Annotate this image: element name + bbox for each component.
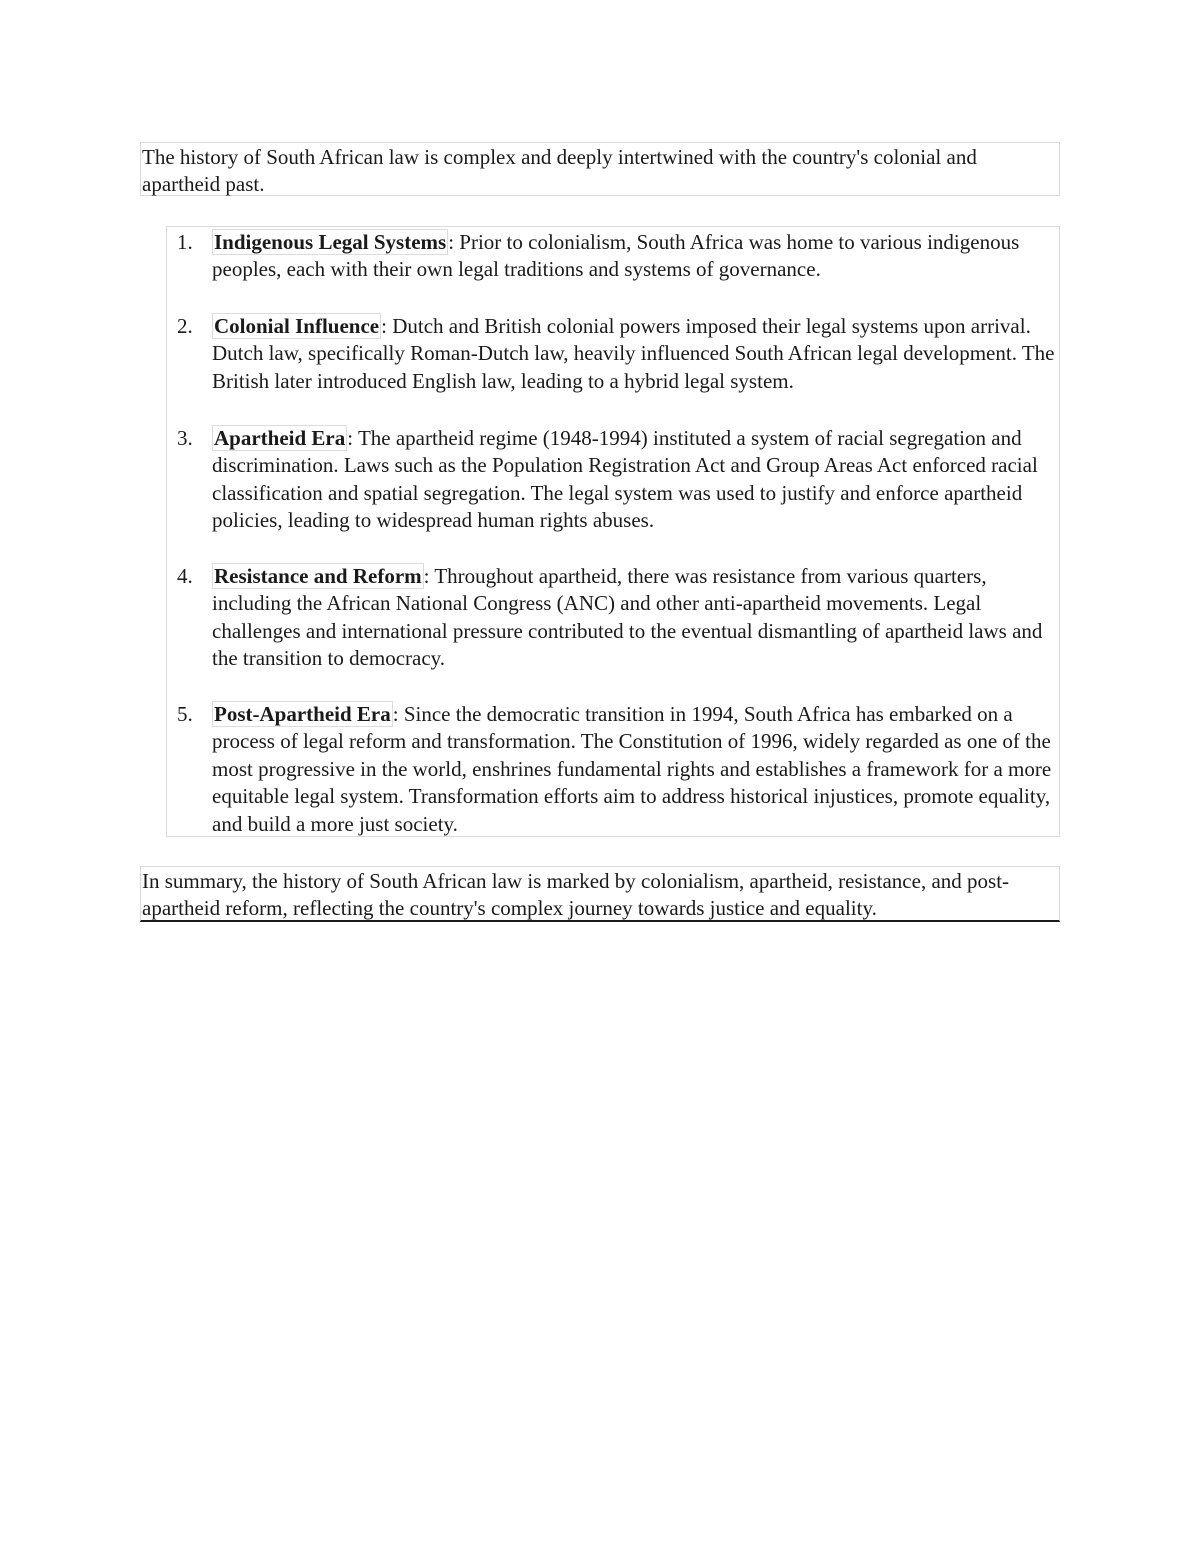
history-list <box>166 226 1060 837</box>
list-item-text <box>212 563 1060 673</box>
list-item-term: Post-Apartheid Era <box>214 702 391 726</box>
list-item-text <box>212 229 1060 284</box>
list-item-number: 1. <box>177 230 193 254</box>
list-item-text <box>212 425 1060 535</box>
list-item-number: 5. <box>177 702 193 726</box>
list-item-description: : The apartheid regime (1948-1994) instituted a system of racial segregation and discrimination. Laws such as the Population Registration Act and Group Areas Act enforced racial classification and spatial segregation. The legal system was used to justify and enforce apartheid policies, leading to widespread human rights abuses. <box>212 426 1038 533</box>
intro-paragraph: The history of South African law is complex and deeply intertwined with the country's colonial and apartheid past. <box>142 145 977 196</box>
list-item-term: Apartheid Era <box>214 426 346 450</box>
summary-paragraph-box <box>140 866 1060 922</box>
intro-paragraph-box <box>140 142 1060 196</box>
list-item-description: : Prior to colonialism, South Africa was home to various indigenous peoples, each with their own legal traditions and systems of governance. <box>212 230 1020 282</box>
list-item-number: 2. <box>177 314 193 338</box>
list-item-number: 4. <box>177 564 193 588</box>
list-item-term: Resistance and Reform <box>214 564 422 588</box>
summary-paragraph: In summary, the history of South African law is marked by colonialism, apartheid, resistance, and post-apartheid reform, reflecting the country's complex journey towards justice and equality. <box>142 869 1010 920</box>
list-item-description: : Since the democratic transition in 1994, South Africa has embarked on a process of legal reform and transformation. The Constitution of 1996, widely regarded as one of the most progressive in the world, enshrines fundamental rights and establishes a framework for a more equitable legal system. Transformation efforts aim to address historical injustices, promote equality, and build a more just society. <box>212 702 1052 836</box>
list-item-text <box>212 701 1060 838</box>
list-item-description: : Throughout apartheid, there was resistance from various quarters, including the African National Congress (ANC) and other anti-apartheid movements. Legal challenges and international pressure contributed to the eventual dismantling of apartheid laws and the transition to democracy. <box>212 564 1043 671</box>
list-item-term: Colonial Influence <box>214 314 380 338</box>
list-item-description: : Dutch and British colonial powers imposed their legal systems upon arrival. Dutch law, specifically Roman-Dutch law, heavily influenced South African legal development. The British later introduced English law, leading to a hybrid legal system. <box>212 314 1055 393</box>
list-item-term: Indigenous Legal Systems <box>214 230 447 254</box>
list-item-number: 3. <box>177 426 193 450</box>
list-item-text <box>212 313 1060 395</box>
